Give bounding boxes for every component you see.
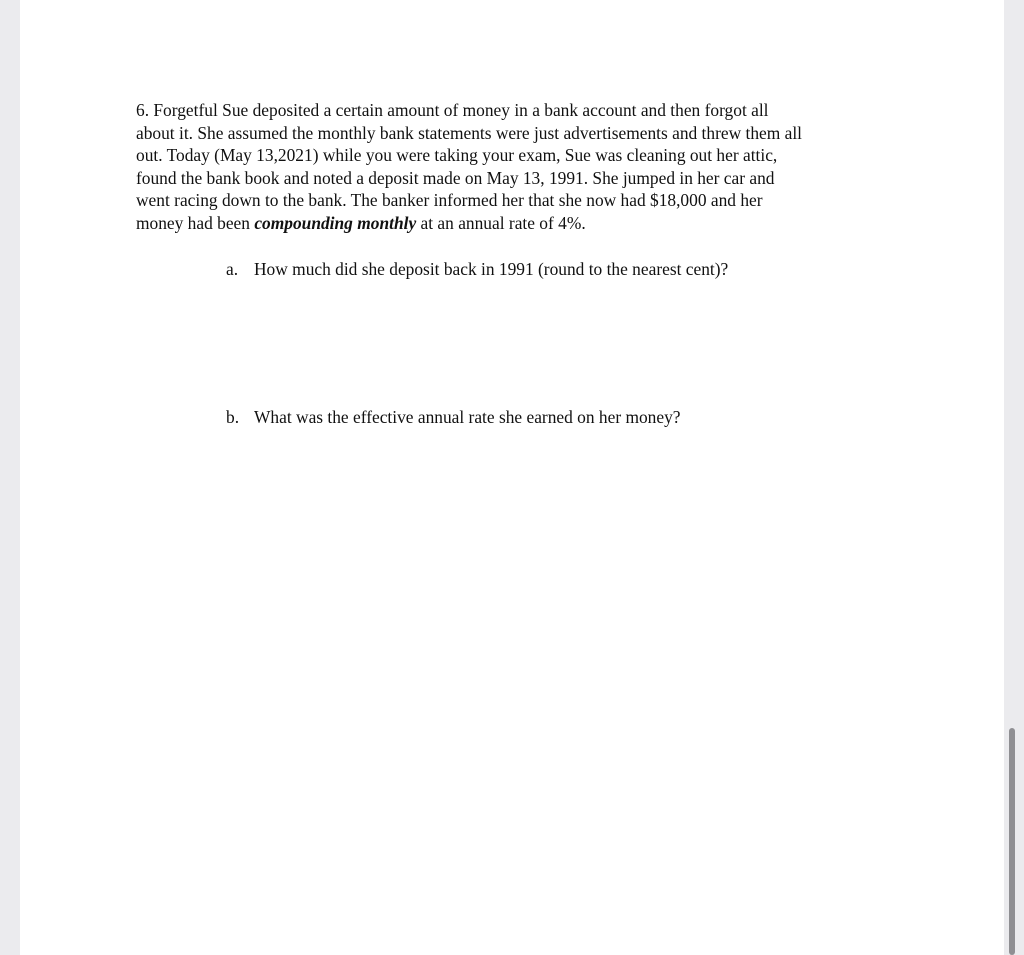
problem-line: about it. She assumed the monthly bank statements were just advertisements and threw them all [136,122,803,143]
problem-line: money had been compounding monthly at an annual rate of 4%. [136,212,586,233]
question-marker: b. [226,407,240,427]
problem-line: went racing down to the bank. The banker informed her that she now had $18,000 and her [136,190,763,211]
problem-line: found the bank book and noted a deposit made on May 13, 1991. She jumped in her car and [136,167,775,188]
question-marker: a. [226,259,239,279]
document-page [20,0,1004,955]
scrollbar-thumb[interactable] [1009,728,1015,955]
problem-line: 6. Forgetful Sue deposited a certain amount of money in a bank account and then forgot all [136,100,769,120]
question-text: How much did she deposit back in 1991 (round to the nearest cent)? [254,259,729,279]
question-text: What was the effective annual rate she earned on her money? [254,407,681,427]
problem-paragraph [136,99,896,235]
question-a [226,258,728,280]
problem-line: out. Today (May 13,2021) while you were taking your exam, Sue was cleaning out her attic, [136,145,778,166]
problem-statement [136,99,896,235]
question-b [226,406,681,428]
vertical-scrollbar[interactable] [1008,0,1016,955]
emphasized-term: compounding monthly [254,212,417,233]
